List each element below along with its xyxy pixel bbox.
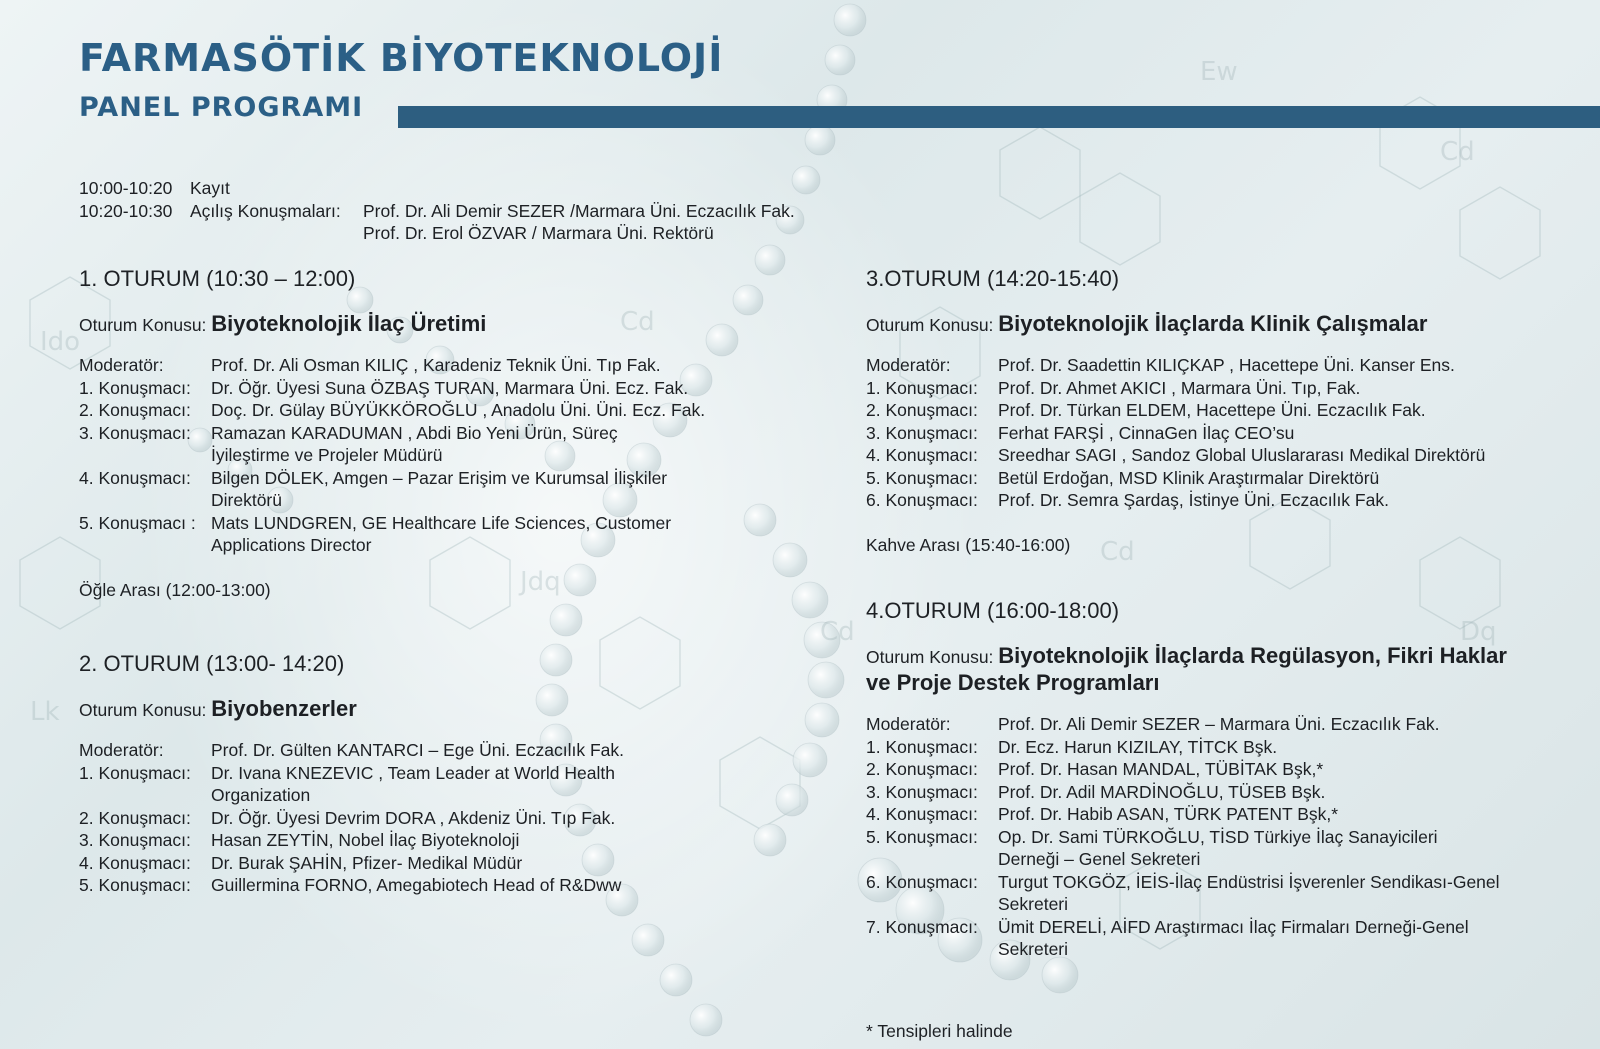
speaker-row bbox=[79, 354, 779, 377]
speaker-row bbox=[79, 852, 779, 875]
speaker-row bbox=[866, 377, 1586, 400]
opening-speaker: Prof. Dr. Ali Demir SEZER /Marmara Üni. Eczacılık Fak. bbox=[363, 200, 795, 221]
speaker-role: Moderatör: bbox=[79, 740, 164, 760]
speaker-row bbox=[866, 871, 1556, 916]
speaker-role: 6. Konuşmacı: bbox=[866, 871, 978, 892]
speaker-name: Dr. Ecz. Harun KIZILAY, TİTCK Bşk. bbox=[998, 736, 1278, 757]
speaker-row bbox=[79, 422, 779, 467]
speaker-row bbox=[79, 377, 779, 400]
speaker-row bbox=[866, 489, 1586, 512]
session-title: 1. OTURUM (10:30 – 12:00) bbox=[79, 266, 356, 291]
speaker-name: Dr. Öğr. Üyesi Suna ÖZBAŞ TURAN, Marmara Üni. Ecz. Fak. bbox=[211, 377, 689, 398]
speaker-role: 5. Konuşmacı: bbox=[866, 826, 978, 847]
topic-label: Oturum Konusu: bbox=[866, 315, 994, 335]
svg-text:Cd: Cd bbox=[620, 307, 655, 337]
speaker-role: 4. Konuşmacı: bbox=[79, 852, 191, 873]
speaker-name: Prof. Dr. Saadettin KILIÇKAP , Hacettepe Üni. Kanser Ens. bbox=[998, 355, 1455, 375]
speaker-name: Prof. Dr. Hasan MANDAL, TÜBİTAK Bşk,* bbox=[998, 759, 1324, 779]
speaker-name: Ramazan KARADUMAN , Abdi Bio Yeni Ürün, Süreç İyileştirme ve Projeler Müdürü bbox=[211, 422, 618, 465]
speaker-name: Prof. Dr. Gülten KANTARCI – Ege Üni. Eczacılık Fak. bbox=[211, 740, 625, 760]
session-1 bbox=[79, 265, 779, 601]
speaker-row bbox=[866, 916, 1556, 961]
schedule-label: Açılış Konuşmaları: bbox=[190, 200, 341, 221]
schedule-time: 10:00-10:20 bbox=[79, 178, 173, 198]
svg-text:Lk: Lk bbox=[30, 697, 60, 727]
title-accent-bar bbox=[398, 106, 1600, 128]
speaker-name: Op. Dr. Sami TÜRKOĞLU, TİSD Türkiye İlaç Sanayicileri Derneği – Genel Sekreteri bbox=[998, 826, 1438, 869]
speaker-row bbox=[79, 874, 779, 897]
speaker-name: Turgut TOKGÖZ, İEİS-İlaç Endüstrisi İşverenler Sendikası-Genel Sekreteri bbox=[998, 871, 1500, 914]
speaker-list bbox=[79, 354, 779, 557]
session-2 bbox=[79, 650, 779, 897]
speaker-row bbox=[866, 467, 1586, 490]
speaker-role: 1. Konuşmacı: bbox=[866, 736, 978, 757]
speaker-name: Prof. Dr. Adil MARDİNOĞLU, TÜSEB Bşk. bbox=[998, 781, 1326, 802]
topic-name: Biyoteknolojik İlaçlarda Regülasyon, Fikri Haklar ve Proje Destek Programları bbox=[866, 643, 1507, 695]
speaker-name: Hasan ZEYTİN, Nobel İlaç Biyoteknoloji bbox=[211, 830, 520, 850]
speaker-row bbox=[866, 826, 1556, 871]
opening-speaker: Prof. Dr. Erol ÖZVAR / Marmara Üni. Rektörü bbox=[363, 223, 714, 243]
speaker-name: Prof. Dr. Ali Osman KILIÇ , Karadeniz Teknik Üni. Tıp Fak. bbox=[211, 355, 661, 375]
speaker-list bbox=[866, 354, 1586, 512]
footnote: * Tensipleri halinde bbox=[866, 1021, 1013, 1041]
topic-label: Oturum Konusu: bbox=[79, 315, 207, 335]
session-3 bbox=[866, 265, 1586, 556]
break-note: Kahve Arası (15:40-16:00) bbox=[866, 534, 1071, 555]
speaker-role: Moderatör: bbox=[866, 355, 951, 375]
speaker-role: 4. Konuşmacı: bbox=[866, 445, 978, 465]
speaker-row bbox=[866, 713, 1556, 736]
svg-text:Cd: Cd bbox=[820, 617, 855, 647]
speaker-row bbox=[866, 758, 1556, 781]
speaker-role: Moderatör: bbox=[866, 714, 951, 734]
speaker-name: Prof. Dr. Habib ASAN, TÜRK PATENT Bşk,* bbox=[998, 804, 1339, 824]
speaker-row bbox=[79, 829, 779, 852]
speaker-row bbox=[866, 354, 1586, 377]
speaker-row bbox=[866, 803, 1556, 826]
speaker-name: Mats LUNDGREN, GE Healthcare Life Sciences, Customer Applications Director bbox=[211, 512, 672, 555]
speaker-name: Prof. Dr. Semra Şardaş, İstinye Üni. Eczacılık Fak. bbox=[998, 490, 1389, 510]
topic-label: Oturum Konusu: bbox=[79, 700, 207, 720]
speaker-row bbox=[79, 467, 779, 512]
speaker-role: 1. Konuşmacı: bbox=[79, 762, 191, 783]
opening-row bbox=[79, 200, 795, 223]
speaker-name: Betül Erdoğan, MSD Klinik Araştırmalar Direktörü bbox=[998, 467, 1380, 488]
speaker-role: 5. Konuşmacı : bbox=[79, 512, 196, 533]
schedule-label: Kayıt bbox=[190, 178, 230, 198]
session-topic bbox=[866, 311, 1586, 338]
speaker-role: 2. Konuşmacı: bbox=[866, 400, 978, 420]
speaker-role: 2. Konuşmacı: bbox=[79, 807, 191, 828]
speaker-role: 4. Konuşmacı: bbox=[866, 804, 978, 824]
page-title: FARMASÖTİK BİYOTEKNOLOJİ bbox=[79, 36, 724, 80]
speaker-name: Dr. Ivana KNEZEVIC , Team Leader at World Health Organization bbox=[211, 762, 615, 805]
speaker-name: Ferhat FARŞİ , CinnaGen İlaç CEO’su bbox=[998, 422, 1295, 443]
page-subtitle: PANEL PROGRAMI bbox=[79, 92, 364, 123]
speaker-name: Prof. Dr. Ahmet AKICI , Marmara Üni. Tıp, Fak. bbox=[998, 377, 1361, 398]
speaker-role: 3. Konuşmacı: bbox=[866, 781, 978, 802]
session-4 bbox=[866, 597, 1556, 961]
speaker-row bbox=[866, 444, 1586, 467]
speaker-role: 2. Konuşmacı: bbox=[866, 759, 978, 779]
svg-text:Dq: Dq bbox=[1460, 617, 1497, 647]
break-note: Öğle Arası (12:00-13:00) bbox=[79, 579, 271, 600]
speaker-name: Prof. Dr. Türkan ELDEM, Hacettepe Üni. Eczacılık Fak. bbox=[998, 400, 1426, 420]
speaker-role: 3. Konuşmacı: bbox=[866, 422, 978, 443]
speaker-row bbox=[79, 807, 779, 830]
speaker-row bbox=[79, 739, 779, 762]
topic-name: Biyobenzerler bbox=[211, 696, 357, 721]
speaker-row bbox=[866, 781, 1556, 804]
registration-block bbox=[79, 177, 795, 245]
schedule-time: 10:20-10:30 bbox=[79, 200, 173, 221]
svg-text:Cd: Cd bbox=[1440, 137, 1475, 167]
svg-text:Cd: Cd bbox=[1100, 537, 1135, 567]
topic-name: Biyoteknolojik İlaçlarda Klinik Çalışmalar bbox=[998, 311, 1428, 336]
session-topic bbox=[866, 643, 1526, 697]
speaker-role: Moderatör: bbox=[79, 355, 164, 375]
speaker-role: 2. Konuşmacı: bbox=[79, 400, 191, 420]
speaker-row bbox=[866, 399, 1586, 422]
registration-row bbox=[79, 177, 795, 200]
speaker-name: Bilgen DÖLEK, Amgen – Pazar Erişim ve Kurumsal İlişkiler Direktörü bbox=[211, 467, 668, 510]
speaker-row bbox=[866, 736, 1556, 759]
speaker-name: Prof. Dr. Ali Demir SEZER – Marmara Üni. Eczacılık Fak. bbox=[998, 714, 1440, 734]
speaker-name: Sreedhar SAGI , Sandoz Global Uluslararası Medikal Direktörü bbox=[998, 445, 1486, 465]
speaker-name: Dr. Öğr. Üyesi Devrim DORA , Akdeniz Üni. Tıp Fak. bbox=[211, 807, 616, 828]
speaker-name: Guillermina FORNO, Amegabiotech Head of R&Dww bbox=[211, 875, 622, 895]
speaker-role: 3. Konuşmacı: bbox=[79, 830, 191, 850]
speaker-row bbox=[79, 512, 779, 557]
svg-text:Jdq: Jdq bbox=[520, 567, 561, 597]
speaker-name: Dr. Burak ŞAHİN, Pfizer- Medikal Müdür bbox=[211, 852, 523, 873]
speaker-role: 3. Konuşmacı: bbox=[79, 422, 191, 443]
speaker-role: 5. Konuşmacı: bbox=[79, 875, 191, 895]
session-title: 3.OTURUM (14:20-15:40) bbox=[866, 266, 1120, 291]
topic-label: Oturum Konusu: bbox=[866, 647, 994, 667]
speaker-row bbox=[79, 762, 779, 807]
speaker-list bbox=[79, 739, 779, 897]
session-title: 4.OTURUM (16:00-18:00) bbox=[866, 598, 1120, 623]
svg-text:Ido: Ido bbox=[40, 327, 81, 357]
session-title: 2. OTURUM (13:00- 14:20) bbox=[79, 651, 345, 676]
speaker-role: 1. Konuşmacı: bbox=[79, 377, 191, 398]
speaker-role: 4. Konuşmacı: bbox=[79, 467, 191, 488]
speaker-role: 6. Konuşmacı: bbox=[866, 490, 978, 510]
topic-name: Biyoteknolojik İlaç Üretimi bbox=[211, 311, 487, 336]
session-topic bbox=[79, 311, 779, 338]
speaker-row bbox=[866, 422, 1586, 445]
speaker-role: 1. Konuşmacı: bbox=[866, 377, 978, 398]
speaker-list bbox=[866, 713, 1556, 961]
svg-text:Ew: Ew bbox=[1200, 57, 1238, 87]
speaker-name: Ümit DERELİ, AİFD Araştırmacı İlaç Firmaları Derneği-Genel Sekreteri bbox=[998, 916, 1469, 959]
speaker-role: 5. Konuşmacı: bbox=[866, 467, 978, 488]
session-topic bbox=[79, 696, 779, 723]
speaker-name: Doç. Dr. Gülay BÜYÜKKÖROĞLU , Anadolu Üni. Üni. Ecz. Fak. bbox=[211, 400, 706, 420]
speaker-row bbox=[79, 399, 779, 422]
speaker-role: 7. Konuşmacı: bbox=[866, 916, 978, 937]
